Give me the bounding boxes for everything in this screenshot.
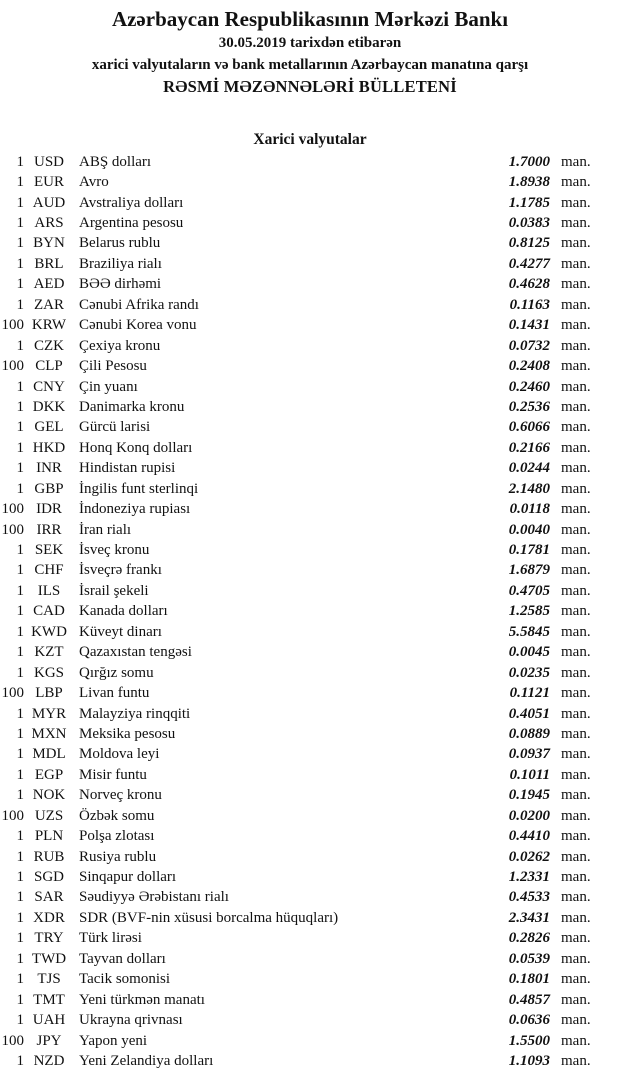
quantity: 1 (16, 542, 24, 559)
rate-row (0, 499, 620, 519)
currency-code: DKK (32, 398, 66, 415)
rate-value: 0.0045 (508, 644, 550, 661)
currency-code: IRR (36, 521, 62, 538)
currency-code: TWD (31, 950, 67, 967)
currency-name: Danimarka kronu (79, 398, 185, 415)
currency-name: Malayziya rinqqiti (79, 705, 191, 722)
rate-row (0, 704, 620, 724)
currency-code: RUB (33, 848, 65, 865)
currency-code: PLN (34, 828, 64, 845)
quantity: 1 (16, 1052, 24, 1069)
rate-row (0, 438, 620, 458)
currency-code: CAD (33, 603, 65, 620)
rate-unit: man. (561, 807, 591, 824)
rate-value: 2.1480 (508, 480, 550, 497)
section-title: Xarici valyutalar (253, 131, 367, 148)
rate-row (0, 336, 620, 356)
quantity: 1 (16, 623, 24, 640)
currency-name: İndoneziya rupiası (79, 501, 191, 518)
rate-row (0, 520, 620, 540)
quantity: 1 (16, 460, 24, 477)
currency-name: Avro (79, 174, 109, 191)
rate-value: 0.0200 (508, 807, 550, 824)
currency-name: Rusiya rublu (79, 848, 157, 865)
rate-row (0, 316, 620, 336)
rate-value: 0.0937 (508, 746, 550, 763)
rate-value: 0.1431 (508, 317, 550, 334)
rate-row (0, 479, 620, 499)
rate-value: 0.1781 (508, 542, 550, 559)
quantity: 1 (16, 725, 24, 742)
rate-row (0, 213, 620, 233)
rate-unit: man. (561, 235, 591, 252)
rate-value: 1.2331 (508, 869, 550, 886)
quantity: 1 (16, 971, 24, 988)
rate-row (0, 786, 620, 806)
rate-row (0, 826, 620, 846)
rate-value: 0.4277 (508, 255, 550, 272)
rate-unit: man. (561, 337, 591, 354)
currency-code: SGD (33, 869, 64, 886)
quantity: 1 (16, 562, 24, 579)
rate-unit: man. (561, 664, 591, 681)
currency-code: GBP (34, 480, 64, 497)
rate-row (0, 683, 620, 703)
rate-unit: man. (561, 501, 591, 518)
rate-row (0, 724, 620, 744)
rate-unit: man. (561, 909, 591, 926)
currency-code: ILS (37, 582, 61, 599)
currency-name: İsveç kronu (79, 542, 150, 559)
rate-unit: man. (561, 439, 591, 456)
rate-unit: man. (561, 869, 591, 886)
currency-code: UAH (32, 1012, 66, 1029)
rate-unit: man. (561, 971, 591, 988)
quantity: 100 (1, 501, 24, 518)
currency-name: Polşa zlotası (79, 828, 155, 845)
rate-value: 0.0889 (508, 725, 550, 742)
quantity: 1 (16, 644, 24, 661)
currency-name: Braziliya rialı (79, 255, 162, 272)
currency-name: Tacik somonisi (79, 971, 171, 988)
currency-code: NZD (33, 1052, 65, 1069)
rate-unit: man. (561, 460, 591, 477)
currency-name: Ukrayna qrivnası (79, 1012, 183, 1029)
rate-value: 1.6879 (508, 562, 550, 579)
currency-name: Belarus rublu (79, 235, 161, 252)
rate-row (0, 172, 620, 192)
rate-value: 0.1011 (509, 766, 550, 783)
quantity: 1 (16, 398, 24, 415)
currency-code: LBP (35, 685, 63, 702)
rates-table (0, 152, 620, 1072)
quantity: 1 (16, 337, 24, 354)
currency-name: Çili Pesosu (79, 358, 147, 375)
currency-name: Kanada dolları (79, 603, 168, 620)
currency-code: MYR (31, 705, 67, 722)
rate-value: 0.1945 (508, 787, 550, 804)
quantity: 1 (16, 255, 24, 272)
currency-name: Cənubi Afrika randı (79, 296, 199, 313)
rate-value: 0.1121 (509, 685, 550, 702)
rate-unit: man. (561, 419, 591, 436)
rate-unit: man. (561, 828, 591, 845)
rate-row (0, 602, 620, 622)
currency-name: Norveç kronu (79, 787, 162, 804)
currency-name: Özbək somu (79, 807, 155, 824)
rate-unit: man. (561, 950, 591, 967)
rate-row (0, 847, 620, 867)
rate-row (0, 949, 620, 969)
quantity: 1 (16, 235, 24, 252)
currency-code: AUD (32, 194, 66, 211)
currency-code: XDR (33, 909, 65, 926)
currency-name: ABŞ dolları (79, 153, 152, 170)
rate-row (0, 765, 620, 785)
rate-unit: man. (561, 296, 591, 313)
currency-code: USD (33, 153, 64, 170)
rate-row (0, 1051, 620, 1071)
rate-unit: man. (561, 358, 591, 375)
currency-name: Sinqapur dolları (79, 869, 177, 886)
rate-value: 1.7000 (508, 153, 550, 170)
currency-code: CZK (34, 337, 64, 354)
rate-value: 5.5845 (508, 623, 550, 640)
rate-value: 0.0244 (508, 460, 550, 477)
quantity: 1 (16, 950, 24, 967)
currency-name: Tayvan dolları (79, 950, 166, 967)
quantity: 1 (16, 664, 24, 681)
currency-name: Meksika pesosu (79, 725, 176, 742)
rate-row (0, 234, 620, 254)
rate-row (0, 663, 620, 683)
subject-line: xarici valyutaların və bank metallarının Azərbaycan manatına qarşı (91, 57, 529, 73)
rate-row (0, 867, 620, 887)
quantity: 1 (16, 439, 24, 456)
quantity: 100 (1, 807, 24, 824)
currency-code: ARS (34, 215, 64, 232)
currency-name: Honq Konq dolları (79, 439, 193, 456)
quantity: 1 (16, 705, 24, 722)
currency-name: Küveyt dinarı (79, 623, 162, 640)
currency-code: HKD (32, 439, 66, 456)
rate-unit: man. (561, 685, 591, 702)
quantity: 1 (16, 276, 24, 293)
currency-code: EUR (34, 174, 64, 191)
rate-value: 0.0383 (508, 215, 550, 232)
currency-code: CNY (33, 378, 65, 395)
rate-row (0, 397, 620, 417)
bulletin-title: RƏSMİ MƏZƏNNƏLƏRİ BÜLLETENİ (163, 77, 457, 96)
rate-value: 2.3431 (508, 909, 550, 926)
currency-name: Misir funtu (79, 766, 147, 783)
rate-unit: man. (561, 787, 591, 804)
rate-unit: man. (561, 1012, 591, 1029)
currency-code: SAR (34, 889, 64, 906)
rate-row (0, 970, 620, 990)
currency-name: BƏƏ dirhəmi (79, 276, 162, 293)
rate-unit: man. (561, 991, 591, 1008)
rate-unit: man. (561, 255, 591, 272)
rate-row (0, 806, 620, 826)
currency-name: Çin yuanı (79, 378, 138, 395)
rate-row (0, 745, 620, 765)
rate-value: 0.6066 (508, 419, 550, 436)
rate-row (0, 622, 620, 642)
quantity: 1 (16, 153, 24, 170)
currency-name: Yapon yeni (79, 1032, 148, 1049)
currency-name: SDR (BVF-nin xüsusi borcalma hüquqları) (79, 909, 339, 926)
rate-row (0, 1010, 620, 1030)
effective-date-line: 30.05.2019 tarixdən etibarən (218, 35, 402, 51)
rate-value: 0.0118 (509, 501, 550, 518)
currency-code: BYN (33, 235, 65, 252)
currency-name: Hindistan rupisi (79, 460, 176, 477)
currency-name: Yeni türkmən manatı (79, 991, 205, 1008)
currency-name: Türk lirəsi (79, 930, 142, 947)
rate-row (0, 193, 620, 213)
rate-unit: man. (561, 603, 591, 620)
rate-value: 1.2585 (508, 603, 550, 620)
rate-value: 0.2460 (508, 378, 550, 395)
currency-name: İsrail şekeli (79, 582, 149, 599)
currency-code: TMT (33, 991, 65, 1008)
rate-value: 0.4628 (508, 276, 550, 293)
quantity: 1 (16, 378, 24, 395)
rate-unit: man. (561, 276, 591, 293)
rate-value: 0.4705 (508, 582, 550, 599)
currency-code: KGS (33, 664, 64, 681)
rate-row (0, 888, 620, 908)
rate-value: 0.0636 (508, 1012, 550, 1029)
quantity: 100 (1, 317, 24, 334)
rate-unit: man. (561, 398, 591, 415)
currency-code: KZT (34, 644, 64, 661)
rate-unit: man. (561, 889, 591, 906)
currency-name: Çexiya kronu (79, 337, 161, 354)
rate-unit: man. (561, 766, 591, 783)
rate-unit: man. (561, 215, 591, 232)
currency-code: AED (33, 276, 65, 293)
rate-row (0, 152, 620, 172)
currency-name: Avstraliya dolları (79, 194, 184, 211)
rate-row (0, 275, 620, 295)
quantity: 1 (16, 582, 24, 599)
rate-unit: man. (561, 317, 591, 334)
rate-row (0, 377, 620, 397)
currency-name: Gürcü larisi (79, 419, 151, 436)
rate-unit: man. (561, 1052, 591, 1069)
currency-code: EGP (34, 766, 64, 783)
currency-code: TRY (34, 930, 64, 947)
rate-row (0, 1031, 620, 1051)
quantity: 100 (1, 1032, 24, 1049)
currency-code: NOK (32, 787, 66, 804)
rate-unit: man. (561, 644, 591, 661)
rate-row (0, 581, 620, 601)
currency-name: İngilis funt sterlinqi (79, 480, 199, 497)
rate-unit: man. (561, 746, 591, 763)
rate-value: 0.8125 (508, 235, 550, 252)
quantity: 100 (1, 521, 24, 538)
rate-row (0, 295, 620, 315)
quantity: 100 (1, 358, 24, 375)
rate-unit: man. (561, 480, 591, 497)
quantity: 1 (16, 991, 24, 1008)
rate-unit: man. (561, 930, 591, 947)
currency-code: ZAR (34, 296, 64, 313)
currency-code: TJS (37, 971, 61, 988)
currency-code: KRW (31, 317, 67, 334)
currency-code: KWD (31, 623, 67, 640)
rate-value: 0.2536 (508, 398, 550, 415)
bank-name: Azərbaycan Respublikasının Mərkəzi Bankı (111, 7, 509, 31)
currency-name: Moldova leyi (79, 746, 160, 763)
rate-row (0, 643, 620, 663)
currency-code: UZS (34, 807, 64, 824)
quantity: 1 (16, 419, 24, 436)
quantity: 1 (16, 603, 24, 620)
rate-row (0, 908, 620, 928)
rate-value: 0.0732 (508, 337, 550, 354)
quantity: 1 (16, 889, 24, 906)
rate-unit: man. (561, 194, 591, 211)
rate-row (0, 254, 620, 274)
currency-code: MXN (31, 725, 67, 742)
currency-name: İran rialı (79, 521, 132, 538)
rate-value: 0.4051 (508, 705, 550, 722)
currency-code: JPY (36, 1032, 62, 1049)
currency-code: CLP (35, 358, 63, 375)
currency-code: INR (36, 460, 62, 477)
rate-row (0, 356, 620, 376)
quantity: 1 (16, 848, 24, 865)
rate-value: 0.2166 (508, 439, 550, 456)
rate-unit: man. (561, 705, 591, 722)
currency-code: GEL (34, 419, 64, 436)
currency-code: CHF (34, 562, 64, 579)
rate-unit: man. (561, 542, 591, 559)
quantity: 1 (16, 746, 24, 763)
quantity: 1 (16, 296, 24, 313)
currency-name: Yeni Zelandiya dolları (79, 1052, 214, 1069)
rate-unit: man. (561, 848, 591, 865)
rate-row (0, 459, 620, 479)
currency-name: Səudiyyə Ərəbistanı rialı (79, 889, 229, 906)
rate-unit: man. (561, 521, 591, 538)
rate-row (0, 990, 620, 1010)
currency-name: Cənubi Korea vonu (79, 317, 197, 334)
quantity: 1 (16, 787, 24, 804)
currency-code: MDL (32, 746, 66, 763)
quantity: 1 (16, 215, 24, 232)
rate-value: 1.1785 (508, 194, 550, 211)
quantity: 1 (16, 869, 24, 886)
rate-row (0, 418, 620, 438)
quantity: 1 (16, 1012, 24, 1029)
rate-value: 0.2408 (508, 358, 550, 375)
quantity: 1 (16, 766, 24, 783)
rate-value: 0.2826 (508, 930, 550, 947)
rate-unit: man. (561, 174, 591, 191)
currency-name: Argentina pesosu (79, 215, 184, 232)
rate-unit: man. (561, 582, 591, 599)
quantity: 1 (16, 480, 24, 497)
rate-value: 0.0235 (508, 664, 550, 681)
currency-name: Qırğız somu (79, 664, 154, 681)
quantity: 1 (16, 194, 24, 211)
currency-code: IDR (36, 501, 62, 518)
rate-unit: man. (561, 562, 591, 579)
rate-row (0, 540, 620, 560)
currency-name: İsveçrə frankı (79, 562, 162, 579)
bulletin-header (0, 0, 620, 98)
rate-value: 0.1163 (509, 296, 550, 313)
quantity: 1 (16, 174, 24, 191)
rate-value: 0.4857 (508, 991, 550, 1008)
rate-value: 1.1093 (508, 1052, 550, 1069)
rate-value: 0.0262 (508, 848, 550, 865)
currency-name: Qazaxıstan tengəsi (79, 644, 192, 661)
rate-value: 0.1801 (508, 971, 550, 988)
rate-value: 0.0539 (508, 950, 550, 967)
rate-value: 0.4533 (508, 889, 550, 906)
rate-unit: man. (561, 623, 591, 640)
currency-code: SEK (34, 542, 64, 559)
rate-value: 0.0040 (508, 521, 550, 538)
rate-value: 1.8938 (508, 174, 550, 191)
quantity: 1 (16, 930, 24, 947)
currency-code: BRL (34, 255, 64, 272)
rate-row (0, 561, 620, 581)
rate-unit: man. (561, 725, 591, 742)
rate-unit: man. (561, 1032, 591, 1049)
quantity: 1 (16, 909, 24, 926)
rate-value: 0.4410 (508, 828, 550, 845)
rate-value: 1.5500 (508, 1032, 550, 1049)
currency-name: Livan funtu (79, 685, 150, 702)
rate-row (0, 929, 620, 949)
rate-unit: man. (561, 378, 591, 395)
quantity: 100 (1, 685, 24, 702)
rate-unit: man. (561, 153, 591, 170)
quantity: 1 (16, 828, 24, 845)
